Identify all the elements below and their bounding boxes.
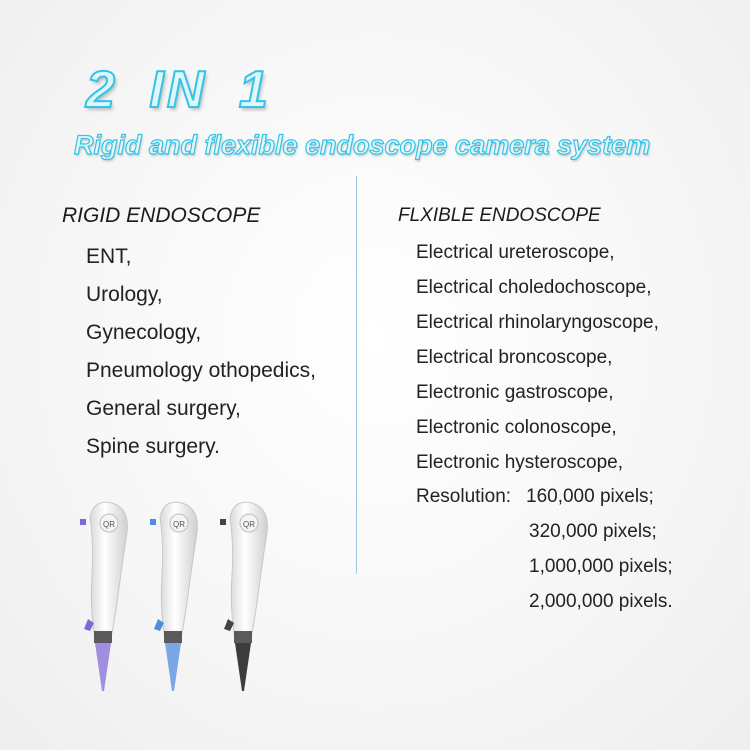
resolution-label: Resolution: <box>416 486 512 507</box>
flexible-endoscope-title: FLXIBLE ENDOSCOPE <box>398 205 601 226</box>
insertion-tip <box>95 643 111 691</box>
list-item: Electrical ureteroscope, <box>416 242 615 263</box>
insertion-tip <box>235 643 251 691</box>
endoscope-handle-purple <box>80 502 127 691</box>
list-item: Pneumology othopedics, <box>86 359 316 382</box>
endoscope-devices-illustration <box>60 495 300 695</box>
list-item: Electrical choledochoscope, <box>416 277 652 298</box>
control-button <box>220 519 226 525</box>
list-item: Electrical broncoscope, <box>416 347 613 368</box>
list-item: General surgery, <box>86 397 241 420</box>
subheadline: Rigid and flexible endoscope camera system <box>74 130 651 160</box>
list-item: Electronic hysteroscope, <box>416 452 623 473</box>
headline: 2 IN 1 <box>86 61 271 119</box>
list-item: Electrical rhinolaryngoscope, <box>416 312 659 333</box>
control-button <box>150 519 156 525</box>
rigid-endoscope-title: RIGID ENDOSCOPE <box>62 204 261 227</box>
list-item: Electronic colonoscope, <box>416 417 617 438</box>
endoscope-handle-black <box>220 502 267 691</box>
brand-logo: QR <box>103 520 115 529</box>
list-item: Urology, <box>86 283 163 306</box>
resolution-list <box>526 484 673 624</box>
resolution-item: 160,000 pixels; <box>526 486 654 507</box>
rigid-endoscope-list <box>86 242 316 470</box>
brand-logo: QR <box>173 520 185 529</box>
list-item: Electronic gastroscope, <box>416 382 614 403</box>
list-item: ENT, <box>86 245 132 268</box>
brand-logo: QR <box>243 520 255 529</box>
resolution-item: 2,000,000 pixels. <box>529 591 673 612</box>
flexible-endoscope-list <box>416 240 659 485</box>
insertion-tip <box>165 643 181 691</box>
list-item: Spine surgery. <box>86 435 220 458</box>
endoscope-handle-blue <box>150 502 197 691</box>
column-divider <box>356 176 357 574</box>
list-item: Gynecology, <box>86 321 202 344</box>
control-button <box>80 519 86 525</box>
resolution-item: 1,000,000 pixels; <box>529 556 673 577</box>
resolution-item: 320,000 pixels; <box>529 521 657 542</box>
